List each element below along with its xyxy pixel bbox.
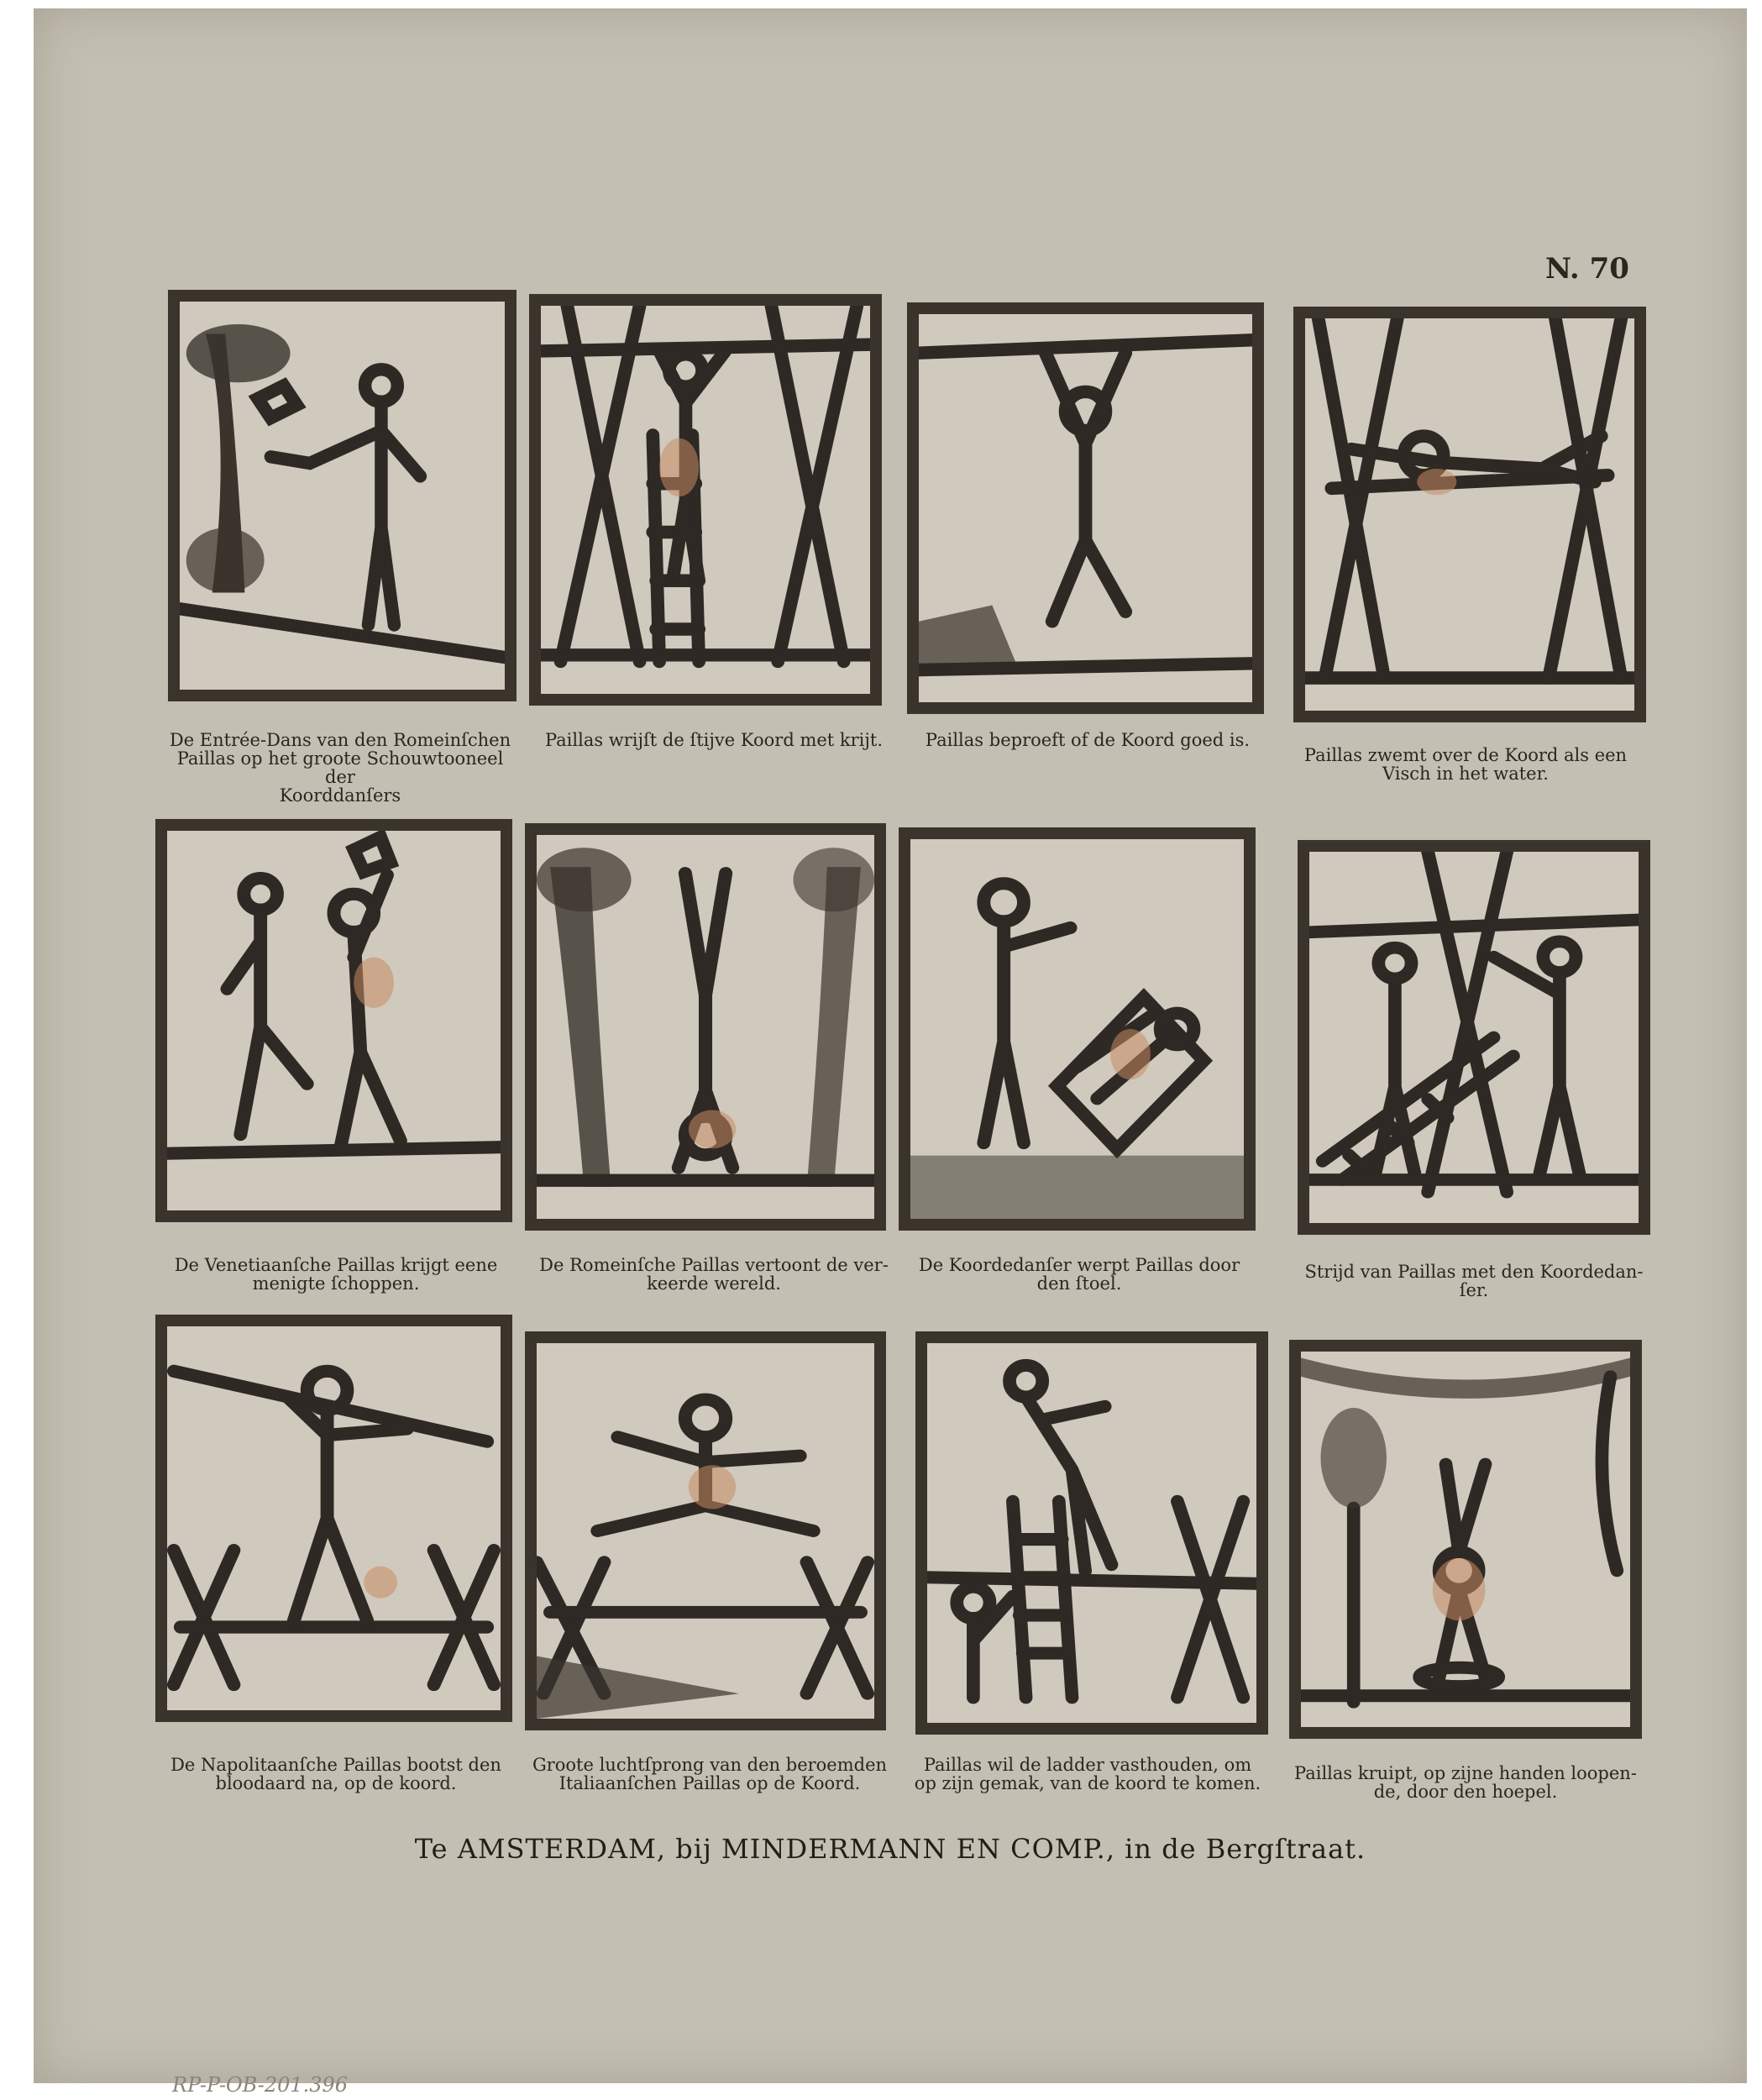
woodcut-illustration bbox=[537, 835, 874, 1219]
caption-7: De Koordedanſer werpt Paillas door den ſtoel. bbox=[918, 1255, 1240, 1294]
woodcut-illustration bbox=[919, 314, 1252, 702]
woodcut-illustration bbox=[910, 839, 1244, 1219]
print-sheet bbox=[34, 8, 1747, 2097]
caption-10: Groote luchtſprong van den beroemden Italiaanſchen Paillas op de Koord. bbox=[532, 1755, 888, 1793]
caption-3: Paillas beproeft of de Koord goed is. bbox=[925, 730, 1251, 750]
caption-11: Paillas wil de ladder vasthouden, om op zijn gemak, van de koord te komen. bbox=[914, 1755, 1261, 1793]
woodcut-illustration bbox=[541, 306, 870, 694]
woodcut-illustration bbox=[167, 831, 501, 1210]
woodcut-illustration bbox=[1305, 318, 1634, 711]
woodcut-illustration bbox=[927, 1343, 1256, 1723]
woodcut-illustration bbox=[180, 302, 505, 690]
woodcut-panel-5 bbox=[155, 819, 512, 1222]
woodcut-panel-3 bbox=[907, 302, 1264, 714]
publisher-imprint: Te AMSTERDAM, bij MINDERMANN EN COMP., in de Bergſtraat. bbox=[414, 1833, 1366, 1865]
caption-4: Paillas zwemt over de Koord als een Visch in het water. bbox=[1303, 745, 1628, 784]
woodcut-panel-4 bbox=[1293, 307, 1646, 722]
woodcut-panel-8 bbox=[1298, 840, 1650, 1235]
caption-5: De Venetiaanſche Paillas krijgt eene menigte ſchoppen. bbox=[174, 1255, 498, 1294]
woodcut-panel-9 bbox=[155, 1315, 512, 1722]
woodcut-panel-10 bbox=[525, 1331, 886, 1730]
woodcut-illustration bbox=[1309, 852, 1639, 1223]
sheet-number: N. 70 bbox=[1545, 252, 1629, 286]
woodcut-panel-1 bbox=[168, 290, 517, 701]
caption-8: Strijd van Paillas met den Koordedan- ſer. bbox=[1304, 1262, 1644, 1300]
woodcut-panel-6 bbox=[525, 823, 886, 1231]
woodcut-panel-12 bbox=[1289, 1340, 1642, 1739]
woodcut-illustration bbox=[1301, 1352, 1630, 1727]
woodcut-panel-11 bbox=[915, 1331, 1268, 1735]
woodcut-illustration bbox=[537, 1343, 874, 1719]
woodcut-illustration bbox=[167, 1326, 501, 1710]
woodcut-panel-7 bbox=[899, 827, 1256, 1231]
caption-12: Paillas kruipt, op zijne handen loopen- de, door den hoepel. bbox=[1294, 1763, 1637, 1802]
caption-6: De Romeinſche Paillas vertoont de ver- keerde wereld. bbox=[539, 1255, 889, 1294]
woodcut-panel-2 bbox=[529, 294, 882, 706]
inventory-mark: RP-P-OB-201.396 bbox=[172, 2073, 349, 2097]
caption-1: De Entrée-Dans van den Romeinſchen Paillas op het groote Schouwtooneel der Koorddanſers bbox=[169, 730, 511, 806]
caption-2: Paillas wrijſt de ſtijve Koord met krijt. bbox=[544, 730, 884, 750]
caption-9: De Napolitaanſche Paillas bootst den bloodaard na, op de koord. bbox=[170, 1755, 501, 1793]
